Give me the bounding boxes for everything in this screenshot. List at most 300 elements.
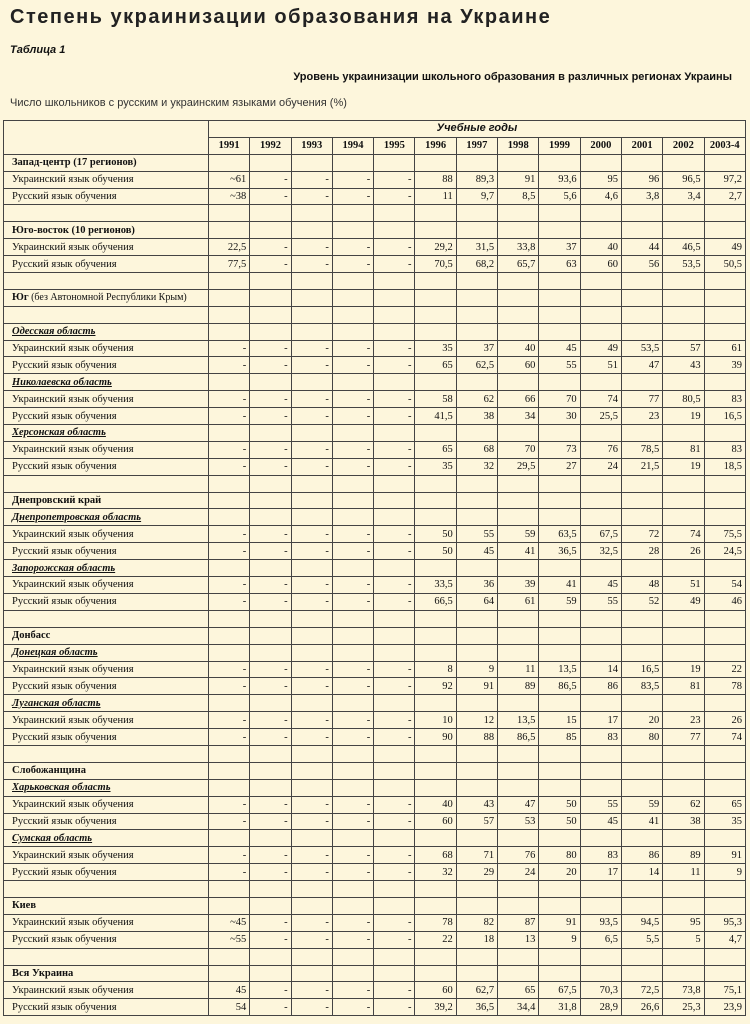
value-cell: - [374,864,415,881]
value-cell: - [250,729,291,746]
oblast-row [4,695,746,712]
empty-cell [663,695,704,712]
empty-cell [250,644,291,661]
value-cell: 74 [704,729,745,746]
empty-cell [456,965,497,982]
empty-cell [209,306,250,323]
empty-cell [209,948,250,965]
value-cell: 53,5 [621,340,662,357]
value-cell: 25,3 [663,999,704,1016]
empty-cell [456,273,497,290]
value-cell: 91 [704,847,745,864]
empty-cell [374,222,415,239]
value-cell: - [332,441,373,458]
oblast-label: Луганская область [4,695,209,712]
empty-cell [456,881,497,898]
empty-cell [704,948,745,965]
value-cell: 93,6 [539,171,580,188]
year-header-1997: 1997 [456,137,497,154]
empty-cell [539,948,580,965]
value-cell: - [332,408,373,425]
empty-cell [209,222,250,239]
value-cell: - [250,340,291,357]
empty-cell [250,948,291,965]
value-cell: - [209,391,250,408]
empty-cell [663,154,704,171]
empty-cell [704,289,745,306]
value-cell: 13,5 [539,661,580,678]
value-cell: ~45 [209,914,250,931]
oblast-row [4,509,746,526]
value-cell: - [291,188,332,205]
value-cell: 27 [539,458,580,475]
empty-cell [332,830,373,847]
row-label: Украинский язык обучения [4,577,209,594]
empty-cell [332,627,373,644]
value-cell: - [250,864,291,881]
blank-row [4,306,746,323]
row-label: Русский язык обучения [4,188,209,205]
value-cell: 49 [580,340,621,357]
value-cell: 37 [456,340,497,357]
value-cell: 9 [704,864,745,881]
empty-cell [332,323,373,340]
table-row [4,340,746,357]
value-cell: - [250,914,291,931]
value-cell: - [332,796,373,813]
table-row [4,391,746,408]
empty-cell [539,425,580,442]
empty-cell [663,745,704,762]
empty-cell [621,560,662,577]
table-row [4,729,746,746]
value-cell: 63,5 [539,526,580,543]
empty-cell [209,881,250,898]
value-cell: 41,5 [415,408,456,425]
empty-cell [621,762,662,779]
table-row [4,796,746,813]
header-empty-cell [4,121,209,155]
value-cell: 50 [415,543,456,560]
page-title: Степень украинизации образования на Украине [10,6,552,28]
empty-cell [456,289,497,306]
empty-cell [374,154,415,171]
value-cell: 5 [663,931,704,948]
empty-cell [704,273,745,290]
value-cell: - [374,678,415,695]
row-label: Русский язык обучения [4,813,209,830]
empty-cell [539,644,580,661]
value-cell: - [374,526,415,543]
empty-cell [456,425,497,442]
value-cell: - [332,239,373,256]
row-label: Украинский язык обучения [4,391,209,408]
empty-cell [663,948,704,965]
value-cell: 21,5 [621,458,662,475]
empty-cell [291,475,332,492]
value-cell: 59 [621,796,662,813]
empty-cell [332,222,373,239]
empty-cell [498,475,539,492]
empty-cell [456,948,497,965]
value-cell: - [291,661,332,678]
value-cell: 62 [663,796,704,813]
empty-cell [456,475,497,492]
value-cell: - [332,391,373,408]
value-cell: - [250,239,291,256]
empty-cell [539,897,580,914]
value-cell: 22 [704,661,745,678]
empty-cell [580,374,621,391]
value-cell: 41 [621,813,662,830]
value-cell: 10 [415,712,456,729]
empty-cell [580,222,621,239]
empty-cell [209,779,250,796]
empty-cell [539,881,580,898]
row-label: Украинский язык обучения [4,171,209,188]
value-cell: - [250,357,291,374]
empty-cell [539,610,580,627]
value-cell: - [209,678,250,695]
year-header-1993: 1993 [291,137,332,154]
value-cell: 55 [539,357,580,374]
table-row [4,982,746,999]
value-cell: ~55 [209,931,250,948]
empty-cell [332,644,373,661]
value-cell: - [374,712,415,729]
empty-cell [332,154,373,171]
value-cell: 63 [539,256,580,273]
row-label: Русский язык обучения [4,864,209,881]
empty-cell [621,306,662,323]
table-row [4,661,746,678]
value-cell: 46 [704,593,745,610]
value-cell: 83,5 [621,678,662,695]
value-cell: - [332,999,373,1016]
value-cell: 83 [704,391,745,408]
empty-cell [332,965,373,982]
empty-cell [498,323,539,340]
empty-cell [539,830,580,847]
empty-cell [539,205,580,222]
empty-cell [291,273,332,290]
oblast-row [4,644,746,661]
oblast-label: Донецкая область [4,644,209,661]
value-cell: 78 [415,914,456,931]
value-cell: 55 [580,593,621,610]
value-cell: - [374,340,415,357]
value-cell: 22,5 [209,239,250,256]
empty-cell [704,492,745,509]
value-cell: 43 [663,357,704,374]
value-cell: 26 [663,543,704,560]
empty-cell [291,965,332,982]
empty-cell [291,425,332,442]
empty-cell [332,762,373,779]
row-label: Украинский язык обучения [4,340,209,357]
region-note: (без Автономной Республики Крым) [28,292,187,304]
empty-cell [539,475,580,492]
empty-cell [621,205,662,222]
empty-cell [498,154,539,171]
value-cell: 59 [498,526,539,543]
empty-cell [663,323,704,340]
empty-cell [374,374,415,391]
value-cell: 16,5 [704,408,745,425]
empty-cell [250,492,291,509]
value-cell: 70,5 [415,256,456,273]
empty-cell [415,560,456,577]
row-label: Украинский язык обучения [4,526,209,543]
value-cell: 35 [415,340,456,357]
value-cell: - [250,678,291,695]
value-cell: - [374,357,415,374]
value-cell: 77,5 [209,256,250,273]
value-cell: 62,5 [456,357,497,374]
row-label: Русский язык обучения [4,458,209,475]
value-cell: 59 [539,593,580,610]
value-cell: - [291,340,332,357]
empty-cell [332,881,373,898]
value-cell: 73,8 [663,982,704,999]
empty-cell [374,897,415,914]
value-cell: - [250,171,291,188]
empty-cell [580,830,621,847]
value-cell: - [291,441,332,458]
empty-cell [456,745,497,762]
empty-cell [250,745,291,762]
empty-cell [250,374,291,391]
value-cell: - [291,931,332,948]
value-cell: - [291,999,332,1016]
empty-cell [539,965,580,982]
value-cell: 19 [663,458,704,475]
value-cell: - [332,661,373,678]
value-cell: - [374,729,415,746]
value-cell: - [250,391,291,408]
row-label: Русский язык обучения [4,593,209,610]
empty-cell [332,610,373,627]
empty-cell [415,695,456,712]
table-row [4,577,746,594]
empty-cell [704,205,745,222]
value-cell: - [374,171,415,188]
region-group-label: Донбасс [4,627,209,644]
value-cell: 38 [663,813,704,830]
value-cell: - [374,441,415,458]
empty-cell [415,830,456,847]
value-cell: 96,5 [663,171,704,188]
empty-cell [663,492,704,509]
year-header-1991: 1991 [209,137,250,154]
empty-cell [498,745,539,762]
value-cell: 45 [580,813,621,830]
table-row [4,408,746,425]
value-cell: 80 [621,729,662,746]
value-cell: 86 [580,678,621,695]
empty-cell [456,560,497,577]
empty-cell [209,475,250,492]
value-cell: 48 [621,577,662,594]
empty-cell [580,644,621,661]
value-cell: 32,5 [580,543,621,560]
value-cell: 11 [415,188,456,205]
value-cell: 13,5 [498,712,539,729]
value-cell: - [332,526,373,543]
empty-cell [663,205,704,222]
region-group-label: Вся Украина [4,965,209,982]
value-cell: 31,8 [539,999,580,1016]
value-cell: 36,5 [539,543,580,560]
empty-cell [621,897,662,914]
value-cell: 36 [456,577,497,594]
value-cell: 86 [621,847,662,864]
empty-cell [621,323,662,340]
oblast-label: Херсонская область [4,425,209,442]
empty-cell [4,610,209,627]
year-header-2001: 2001 [621,137,662,154]
value-cell: 88 [456,729,497,746]
empty-cell [374,306,415,323]
empty-cell [415,779,456,796]
empty-cell [291,644,332,661]
value-cell: - [250,982,291,999]
value-cell: 40 [580,239,621,256]
empty-cell [580,695,621,712]
empty-cell [250,627,291,644]
value-cell: - [332,678,373,695]
empty-cell [209,965,250,982]
empty-cell [621,779,662,796]
empty-cell [580,965,621,982]
empty-cell [209,560,250,577]
value-cell: - [250,577,291,594]
row-label: Русский язык обучения [4,408,209,425]
value-cell: 28 [621,543,662,560]
value-cell: 83 [580,847,621,864]
data-table [3,120,746,1016]
value-cell: 65 [498,982,539,999]
row-label: Украинский язык обучения [4,914,209,931]
empty-cell [209,897,250,914]
empty-cell [621,881,662,898]
region-group-row [4,965,746,982]
value-cell: - [332,458,373,475]
empty-cell [621,745,662,762]
empty-cell [539,779,580,796]
empty-cell [250,273,291,290]
value-cell: - [374,982,415,999]
value-cell: 36,5 [456,999,497,1016]
empty-cell [704,374,745,391]
value-cell: 58 [415,391,456,408]
value-cell: 95 [580,171,621,188]
value-cell: - [291,796,332,813]
value-cell: - [250,999,291,1016]
value-cell: 18,5 [704,458,745,475]
value-cell: 67,5 [539,982,580,999]
value-cell: 95,3 [704,914,745,931]
value-cell: 44 [621,239,662,256]
empty-cell [4,881,209,898]
empty-cell [209,610,250,627]
empty-cell [291,509,332,526]
empty-cell [209,509,250,526]
value-cell: 30 [539,408,580,425]
empty-cell [663,509,704,526]
value-cell: 83 [704,441,745,458]
empty-cell [498,492,539,509]
empty-cell [291,154,332,171]
value-cell: 65 [704,796,745,813]
empty-cell [415,154,456,171]
value-cell: 86,5 [498,729,539,746]
value-cell: 60 [415,813,456,830]
empty-cell [456,205,497,222]
value-cell: 87 [498,914,539,931]
row-label: Украинский язык обучения [4,239,209,256]
empty-cell [415,425,456,442]
oblast-row [4,560,746,577]
empty-cell [250,560,291,577]
empty-cell [580,475,621,492]
empty-cell [498,897,539,914]
value-cell: 91 [498,171,539,188]
empty-cell [580,425,621,442]
empty-cell [539,323,580,340]
value-cell: 41 [498,543,539,560]
empty-cell [374,492,415,509]
value-cell: 91 [456,678,497,695]
oblast-label: Сумская область [4,830,209,847]
value-cell: - [332,712,373,729]
empty-cell [250,306,291,323]
empty-cell [539,374,580,391]
value-cell: 50,5 [704,256,745,273]
empty-cell [456,222,497,239]
table-body [4,154,746,1015]
empty-cell [704,830,745,847]
empty-cell [415,205,456,222]
empty-cell [498,881,539,898]
value-cell: - [250,458,291,475]
year-header-2002: 2002 [663,137,704,154]
value-cell: 2,7 [704,188,745,205]
value-cell: 62 [456,391,497,408]
row-label: Украинский язык обучения [4,661,209,678]
empty-cell [415,644,456,661]
empty-cell [539,492,580,509]
value-cell: - [250,408,291,425]
empty-cell [663,965,704,982]
empty-cell [580,154,621,171]
blank-row [4,205,746,222]
empty-cell [539,627,580,644]
table-row [4,593,746,610]
value-cell: 60 [498,357,539,374]
year-header-2003-4: 2003-4 [704,137,745,154]
value-cell: 83 [580,729,621,746]
empty-cell [580,306,621,323]
value-cell: 4,6 [580,188,621,205]
empty-cell [704,154,745,171]
empty-cell [332,475,373,492]
value-cell: 34 [498,408,539,425]
empty-cell [250,154,291,171]
value-cell: - [332,340,373,357]
value-cell: 25,5 [580,408,621,425]
value-cell: 61 [704,340,745,357]
